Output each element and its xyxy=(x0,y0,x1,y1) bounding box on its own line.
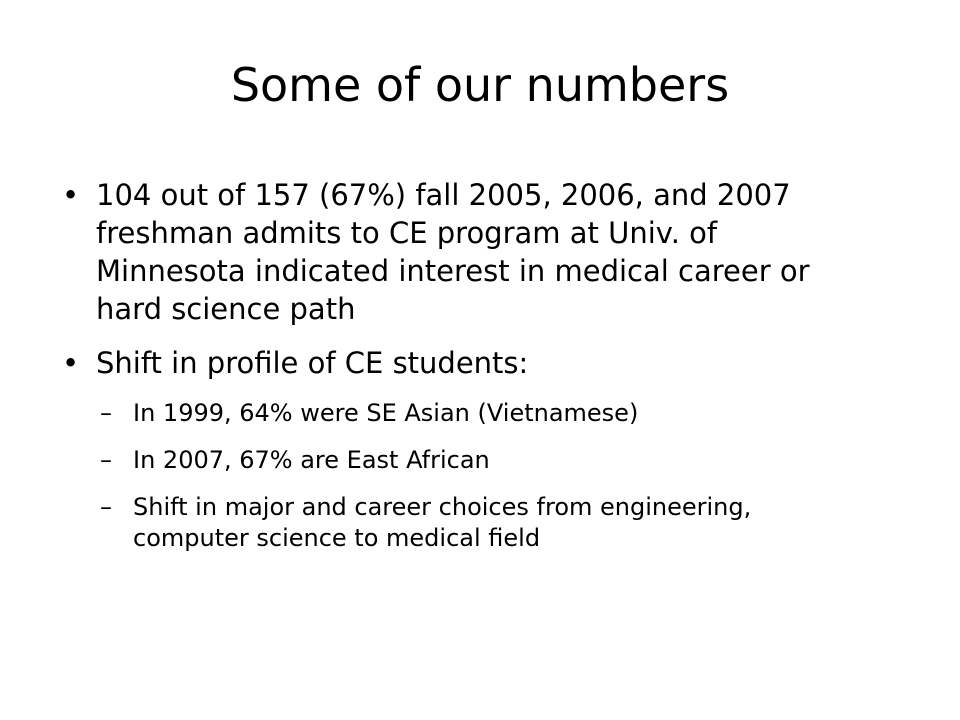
bullet-marker: • xyxy=(62,178,80,212)
sub-bullet-text: In 2007, 67% are East African xyxy=(133,446,490,474)
bullet-list xyxy=(62,176,852,570)
bullet-item xyxy=(62,344,852,382)
sub-bullet-marker: – xyxy=(100,493,112,521)
bullet-text: 104 out of 157 (67%) fall 2005, 2006, and 2007 freshman admits to CE program at Univ. of Minnesota indicated interest in medical career or hard science path xyxy=(96,178,810,326)
sub-bullet-item xyxy=(62,492,852,554)
sub-bullet-text: Shift in major and career choices from engineering, computer science to medical field xyxy=(133,493,752,552)
sub-bullet-marker: – xyxy=(100,399,112,427)
sub-bullet-item xyxy=(62,445,852,476)
sub-bullet-text: In 1999, 64% were SE Asian (Vietnamese) xyxy=(133,399,639,427)
bullet-text: Shift in profile of CE students: xyxy=(96,346,529,380)
bullet-marker: • xyxy=(62,346,80,380)
bullet-item xyxy=(62,176,852,328)
sub-bullet-marker: – xyxy=(100,446,112,474)
sub-bullet-list xyxy=(62,398,852,554)
sub-bullet-item xyxy=(62,398,852,429)
slide-title: Some of our numbers xyxy=(230,58,730,112)
